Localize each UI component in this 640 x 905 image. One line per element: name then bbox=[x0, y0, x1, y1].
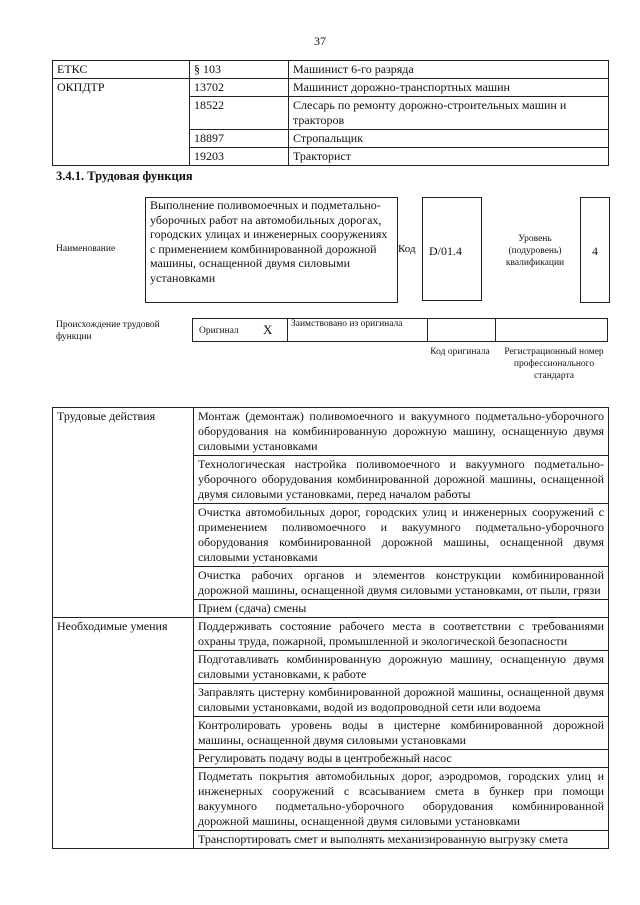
level-value: 4 bbox=[592, 244, 598, 258]
classification-code-system bbox=[53, 130, 190, 148]
classification-code-system bbox=[53, 148, 190, 166]
classification-row bbox=[53, 97, 609, 130]
requirement-item: Подметать покрытия автомобильных дорог, аэродромов, городских улиц и инженерных сооружений с всасыванием смета в бункер при помощи вакуумного подметально-уборочного оборудования комбинированной дорожной машины, оснащенной двумя силовыми установками bbox=[194, 768, 609, 831]
classification-code: 18522 bbox=[190, 97, 289, 130]
requirement-item: Регулировать подачу воды в центробежный насос bbox=[194, 750, 609, 768]
name-label: Наименование bbox=[56, 244, 116, 254]
classification-row bbox=[53, 61, 609, 79]
code-label: Код bbox=[398, 243, 416, 255]
section-heading: 3.4.1. Трудовая функция bbox=[56, 169, 193, 183]
classification-table bbox=[52, 60, 609, 166]
function-code-box bbox=[422, 197, 482, 301]
requirement-item: Подготавливать комбинированную дорожную машину, оснащенную двумя силовыми установками, к работе bbox=[194, 651, 609, 684]
requirement-item: Технологическая настройка поливомоечного и вакуумного подметально-уборочного оборудования комбинированной дорожной машины, оснащенной двумя силовыми установками, перед началом работы bbox=[194, 456, 609, 504]
code-original-label: Код оригинала bbox=[430, 347, 490, 357]
function-name: Выполнение поливомоечных и подметально-уборочных работ на автомобильных дорогах, городских улицах и инженерных сооружениях с применением комбинированной дорожной машины, оснащенной двумя силовыми установками bbox=[145, 197, 398, 303]
level-box bbox=[580, 197, 610, 303]
requirement-item: Транспортировать смет и выполнять механизированную выгрузку смета bbox=[194, 831, 609, 849]
classification-name: Машинист 6-го разряда bbox=[289, 61, 609, 79]
classification-name: Машинист дорожно-транспортных машин bbox=[289, 79, 609, 97]
requirement-row bbox=[53, 618, 609, 651]
classification-code-system: ЕТКС bbox=[53, 61, 190, 79]
requirement-item: Заправлять цистерну комбинированной дорожной машины, оснащенной двумя силовыми установками, водой из водопроводной сети или водоема bbox=[194, 684, 609, 717]
original-label: Оригинал bbox=[199, 326, 239, 336]
reg-number-cell bbox=[495, 318, 608, 342]
classification-code-system bbox=[53, 97, 190, 130]
classification-name: Слесарь по ремонту дорожно-строительных машин и тракторов bbox=[289, 97, 609, 130]
requirements-table bbox=[52, 407, 609, 849]
borrowed-cell bbox=[287, 318, 428, 342]
origin-row bbox=[192, 318, 608, 342]
requirement-item: Контролировать уровень воды в цистерне комбинированной дорожной машины, оснащенной двумя силовыми установками bbox=[194, 717, 609, 750]
requirement-category: Трудовые действия bbox=[53, 408, 194, 618]
function-code: D/01.4 bbox=[429, 244, 462, 258]
classification-row bbox=[53, 148, 609, 166]
classification-name: Стропальщик bbox=[289, 130, 609, 148]
borrowed-label: Заимствовано из оригинала bbox=[291, 319, 403, 329]
classification-row bbox=[53, 79, 609, 97]
classification-name: Тракторист bbox=[289, 148, 609, 166]
reg-number-label: Регистрационный номер профессионального стандарта bbox=[504, 347, 604, 381]
classification-code: 18897 bbox=[190, 130, 289, 148]
requirement-category: Необходимые умения bbox=[53, 618, 194, 849]
original-mark: X bbox=[263, 322, 273, 337]
classification-code: 19203 bbox=[190, 148, 289, 166]
level-label: Уровень (подуровень) квалификации bbox=[505, 234, 565, 268]
requirement-item: Очистка рабочих органов и элементов конструкции комбинированной дорожной машины, оснащенной двумя силовыми установками, от пыли, грязи bbox=[194, 567, 609, 600]
requirement-item: Монтаж (демонтаж) поливомоечного и вакуумного подметально-уборочного оборудования на комбинированную дорожную машину, оснащенную двумя силовыми установками bbox=[194, 408, 609, 456]
origin-label: Происхождение трудовой функции bbox=[56, 320, 160, 342]
classification-code: § 103 bbox=[190, 61, 289, 79]
page-number: 37 bbox=[314, 34, 326, 48]
requirement-item: Очистка автомобильных дорог, городских улиц и инженерных сооружений с применением поливомоечного и вакуумного подметально-уборочного оборудования комбинированной дорожной машины, оснащенной двумя силовыми установками bbox=[194, 504, 609, 567]
code-original-cell bbox=[427, 318, 496, 342]
classification-row bbox=[53, 130, 609, 148]
classification-code-system: ОКПДТР bbox=[53, 79, 190, 97]
requirement-row bbox=[53, 408, 609, 456]
requirement-item: Прием (сдача) смены bbox=[194, 600, 609, 618]
original-cell bbox=[192, 318, 288, 342]
classification-code: 13702 bbox=[190, 79, 289, 97]
requirement-item: Поддерживать состояние рабочего места в соответствии с требованиями охраны труда, пожарной, промышленной и экологической безопасности bbox=[194, 618, 609, 651]
